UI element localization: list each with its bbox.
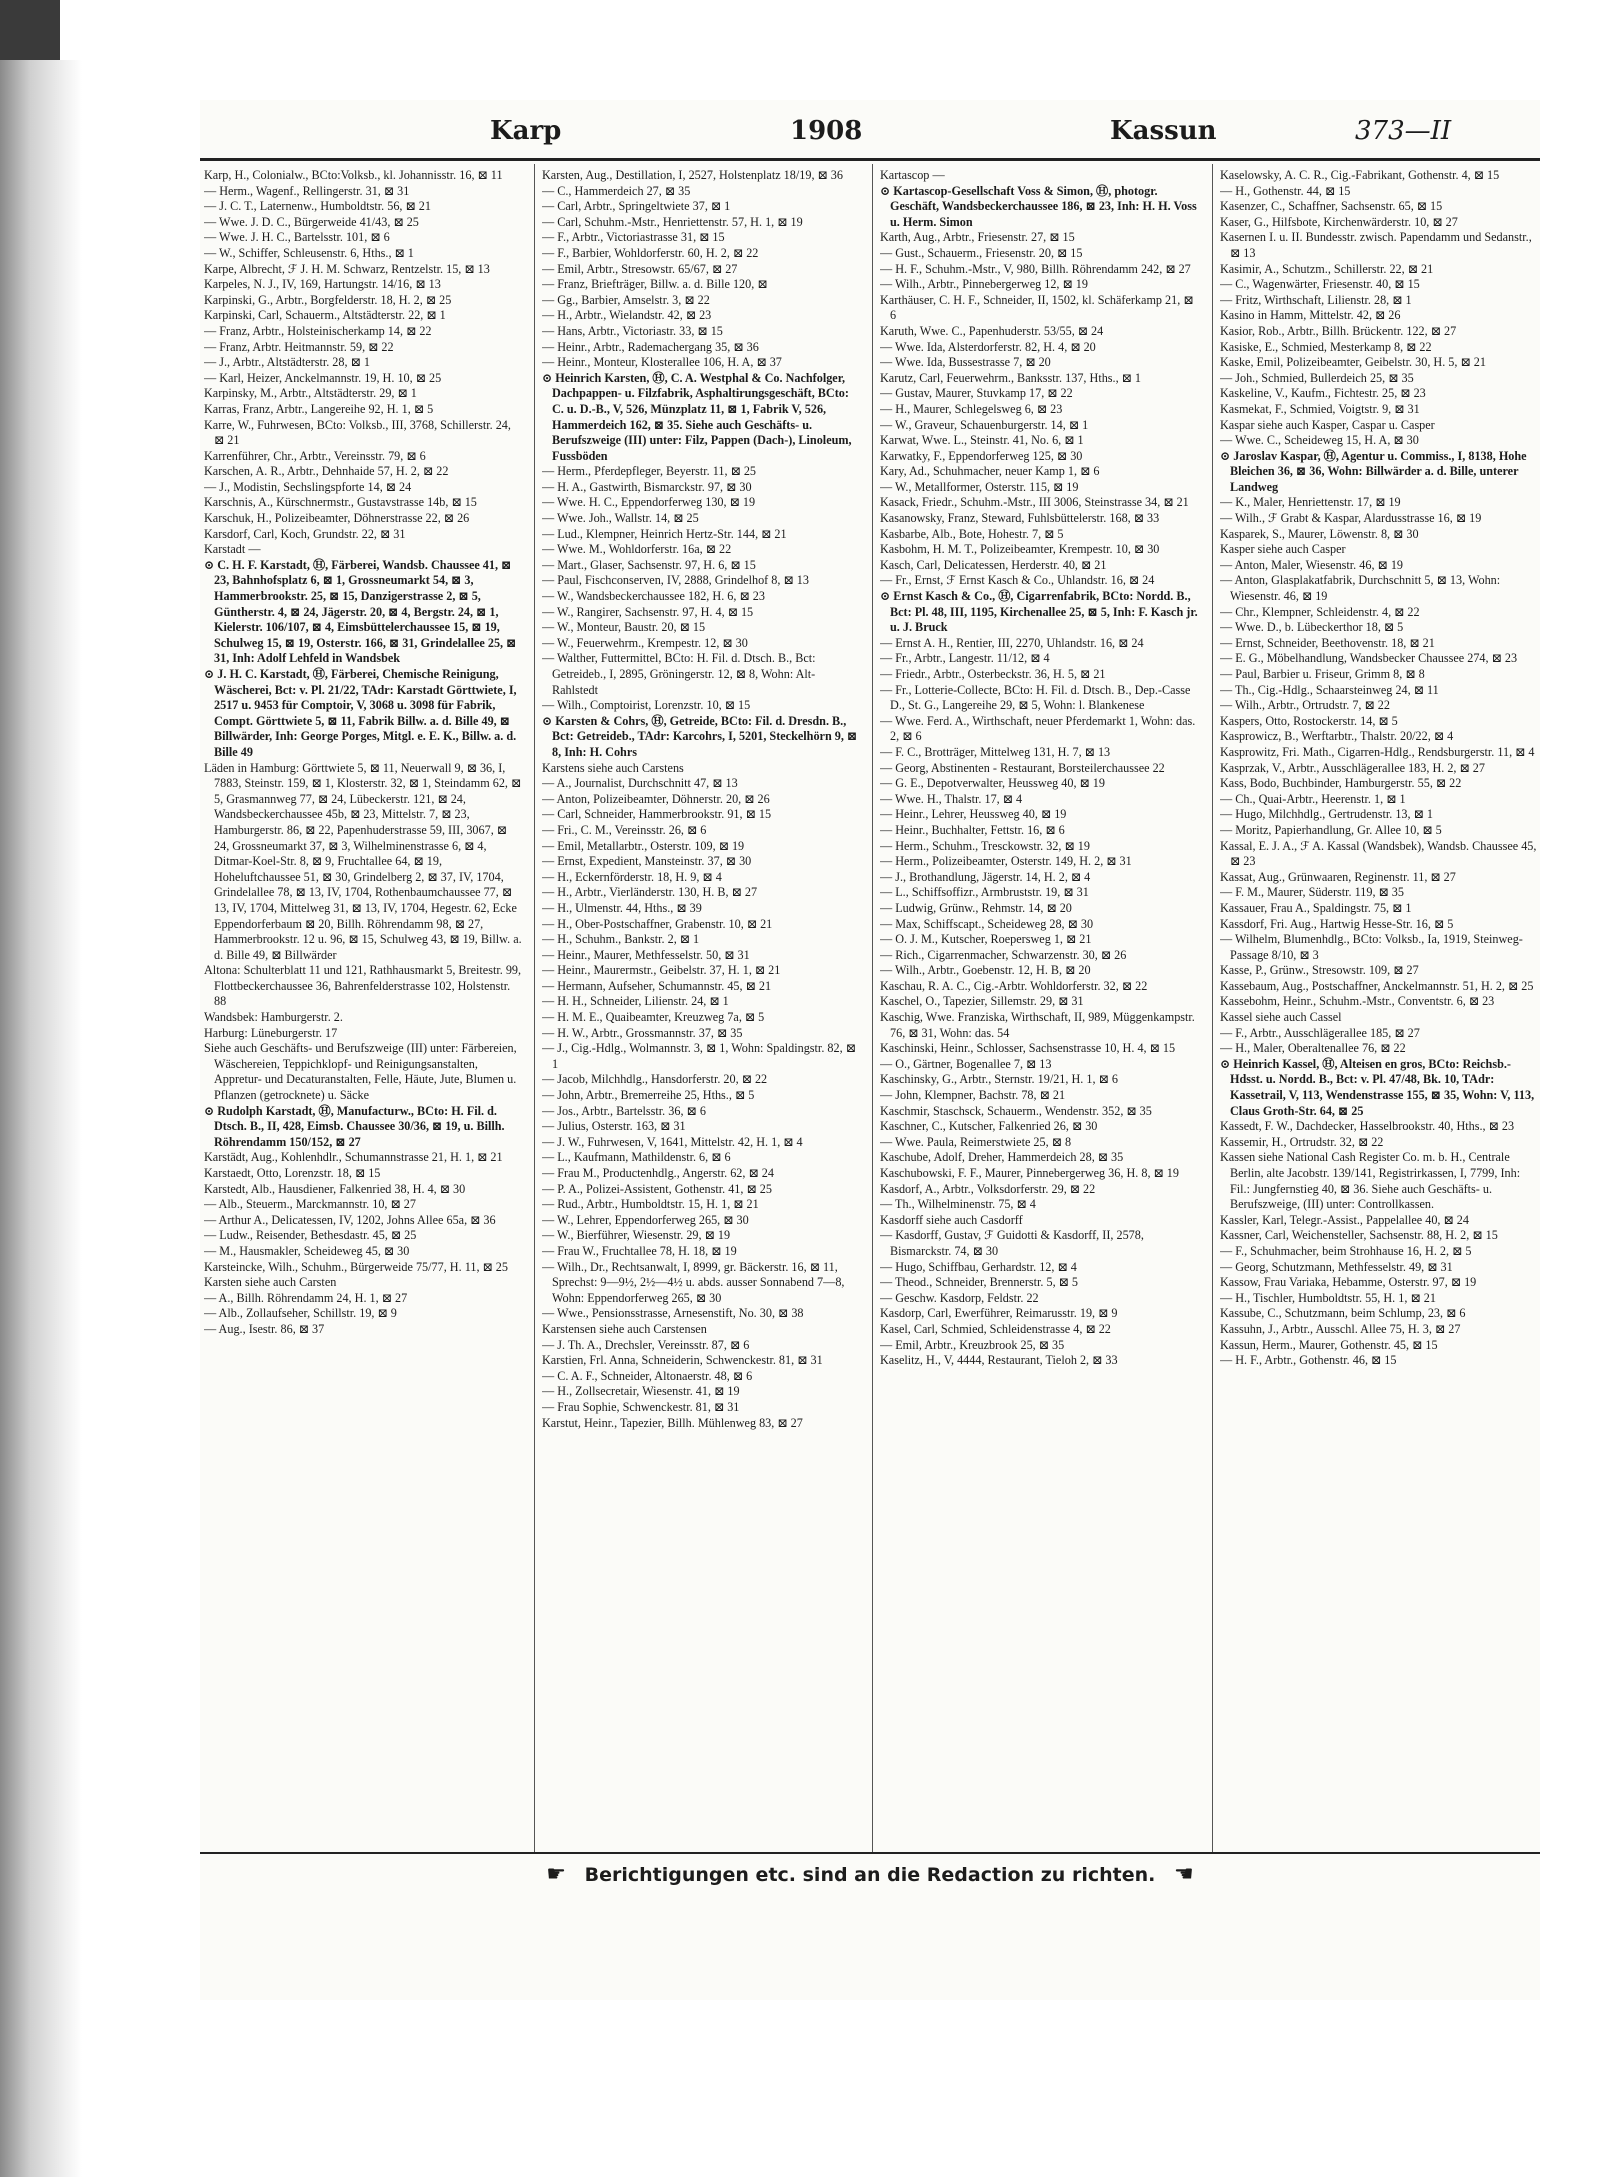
directory-entry: Kassube, C., Schutzmann, beim Schlump, 23, ⊠ 6: [1220, 1306, 1466, 1321]
directory-entry: Kasanowsky, Franz, Steward, Fuhlsbüttelerstr. 168, ⊠ 33: [880, 511, 1160, 526]
directory-entry: — Carl, Arbtr., Springeltwiete 37, ⊠ 1: [542, 199, 731, 214]
directory-entry: Karstien, Frl. Anna, Schneiderin, Schwenckestr. 81, ⊠ 31: [542, 1353, 823, 1368]
directory-entry: — Rud., Arbtr., Humboldtstr. 15, H. 1, ⊠ 21: [542, 1197, 759, 1212]
directory-entry: — Ludwig, Grünw., Rehmstr. 14, ⊠ 20: [880, 900, 1072, 915]
directory-entry: — Hermann, Aufseher, Schumannstr. 45, ⊠ 21: [542, 978, 772, 993]
directory-entry: Kassler, Karl, Telegr.-Assist., Pappelallee 40, ⊠ 24: [1220, 1212, 1469, 1227]
directory-entry: — Wwe. J. H. C., Bartelsstr. 101, ⊠ 6: [204, 230, 390, 245]
footer-rule: [200, 1852, 1540, 1854]
directory-entry: — C., Hammerdeich 27, ⊠ 35: [542, 183, 691, 198]
directory-entry: — Franz, Briefträger, Billw. a. d. Bille 120, ⊠: [542, 277, 768, 292]
directory-entry: — Georg, Abstinenten - Restaurant, Borsteilerchaussee 22: [880, 760, 1165, 775]
directory-entry: Kasenzer, C., Schaffner, Sachsenstr. 65, ⊠ 15: [1220, 199, 1443, 214]
directory-entry: — Wilh., Arbtr., Goebenstr. 12, H. B, ⊠ 20: [880, 963, 1091, 978]
directory-entry: Karpinsky, M., Arbtr., Altstädterstr. 29, ⊠ 1: [204, 386, 417, 401]
directory-entry: Kasch, Carl, Delicatessen, Herderstr. 40, ⊠ 21: [880, 557, 1107, 572]
directory-entry: Kaske, Emil, Polizeibeamter, Geibelstr. 30, H. 5, ⊠ 21: [1220, 355, 1486, 370]
directory-entry: — O. J. M., Kutscher, Roepersweg 1, ⊠ 21: [880, 932, 1092, 947]
directory-entry: Kassebohm, Heinr., Schuhm.-Mstr., Conventstr. 6, ⊠ 23: [1220, 994, 1495, 1009]
directory-entry: — Frau M., Productenhdlg., Angerstr. 62, ⊠ 24: [542, 1166, 774, 1180]
directory-entry: — Wwe. M., Wohldorferstr. 16a, ⊠ 22: [542, 542, 732, 557]
directory-entry: Kaspar siehe auch Kasper, Caspar u. Casper: [1220, 417, 1435, 432]
directory-entry: — Wwe. Paula, Reimerstwiete 25, ⊠ 8: [880, 1134, 1072, 1149]
directory-entry: Kasdorp, Carl, Ewerführer, Reimarusstr. 19, ⊠ 9: [880, 1306, 1118, 1321]
directory-entry: Kaschinsky, G., Arbtr., Sternstr. 19/21, H. 1, ⊠ 6: [880, 1072, 1118, 1087]
directory-entry: — Heinr., Buchhalter, Fettstr. 16, ⊠ 6: [880, 822, 1065, 837]
directory-entry: Kaschau, R. A. C., Cig.-Arbtr. Wohldorferstr. 32, ⊠ 22: [880, 978, 1148, 993]
directory-entry: Kasprzak, V., Arbtr., Ausschlägerallee 183, H. 2, ⊠ 27: [1220, 760, 1485, 775]
directory-entry: — H. M. E., Quaibeamter, Kreuzweg 7a, ⊠ 5: [542, 1010, 765, 1025]
directory-entry: Kassat, Aug., Grünwaaren, Reginenstr. 11, ⊠ 27: [1220, 869, 1456, 884]
directory-entry: — K., Maler, Henriettenstr. 17, ⊠ 19: [1220, 495, 1401, 510]
directory-entry: Karpeles, N. J., IV, 169, Hartungstr. 14/16, ⊠ 13: [204, 277, 441, 292]
directory-entry: — John, Arbtr., Bremerreihe 25, Hths., ⊠ 5: [542, 1088, 755, 1103]
directory-entry: Kassedt, F. W., Dachdecker, Hasselbrookstr. 40, Hths., ⊠ 23: [1220, 1119, 1515, 1134]
directory-entry: Kaschinski, Heinr., Schlosser, Sachsenstrasse 10, H. 4, ⊠ 15: [880, 1041, 1176, 1056]
directory-entry: Kasdorff siehe auch Casdorff: [880, 1212, 1023, 1227]
directory-entry: Kasbarbe, Alb., Bote, Hohestr. 7, ⊠ 5: [880, 526, 1064, 541]
column-1: [204, 168, 522, 1848]
directory-entry: — A., Journalist, Durchschnitt 47, ⊠ 13: [542, 776, 738, 791]
directory-entry: — Ernst, Expedient, Mansteinstr. 37, ⊠ 30: [542, 854, 752, 869]
firm-entry: ⊙ Kartascop-Gesellschaft Voss & Simon, Ⓗ, photogr. Geschäft, Wandsbeckerchaussee 186, ⊠ 23, Inh: H. H. Voss u. Herm. Simon: [880, 183, 1197, 229]
directory-entry: — H., Zollsecretair, Wiesenstr. 41, ⊠ 19: [542, 1384, 740, 1399]
directory-entry: — F. M., Maurer, Süderstr. 119, ⊠ 35: [1220, 885, 1404, 900]
directory-entry: Kasprowitz, Fri. Math., Cigarren-Hdlg., Rendsburgerstr. 11, ⊠ 4: [1220, 744, 1535, 759]
directory-entry: Karsten, Aug., Destillation, I, 2527, Holstenplatz 18/19, ⊠ 36: [542, 168, 843, 182]
column-3: [880, 168, 1198, 1848]
directory-entry: — H., Arbtr., Wielandstr. 42, ⊠ 23: [542, 308, 712, 323]
directory-entry: Kasper siehe auch Casper: [1220, 542, 1346, 557]
directory-entry: — Gustav, Maurer, Stuvkamp 17, ⊠ 22: [880, 386, 1073, 401]
directory-entry: Karsten siehe auch Carsten: [204, 1275, 337, 1290]
directory-entry: — Herm., Schuhm., Tresckowstr. 32, ⊠ 19: [880, 838, 1090, 853]
directory-entry: Kaskeline, V., Kaufm., Fichtestr. 25, ⊠ 23: [1220, 386, 1426, 401]
directory-entry: — J. Th. A., Drechsler, Vereinsstr. 87, ⊠ 6: [542, 1337, 750, 1352]
directory-entry: — Alb., Steuerm., Marckmannstr. 10, ⊠ 27: [204, 1197, 416, 1212]
directory-page: [200, 100, 1540, 2000]
directory-entry: — Karl, Heizer, Anckelmannstr. 19, H. 10, ⊠ 25: [204, 370, 442, 385]
directory-entry: Karpe, Albrecht, ℱ J. H. M. Schwarz, Rentzelstr. 15, ⊠ 13: [204, 261, 490, 276]
directory-entry: Kassemir, H., Ortrudstr. 32, ⊠ 22: [1220, 1134, 1384, 1149]
directory-entry: — Aug., Isestr. 86, ⊠ 37: [204, 1321, 325, 1336]
directory-entry: Kaser, G., Hilfsbote, Kirchenwärderstr. 10, ⊠ 27: [1220, 214, 1458, 229]
directory-entry: — Jos., Arbtr., Bartelsstr. 36, ⊠ 6: [542, 1103, 706, 1118]
directory-entry: — J., Brothandlung, Jägerstr. 14, H. 2, ⊠ 4: [880, 869, 1091, 884]
directory-entry: — Th., Wilhelminenstr. 75, ⊠ 4: [880, 1197, 1036, 1212]
firm-entry: ⊙ Heinrich Karsten, Ⓗ, C. A. Westphal & Co. Nachfolger, Dachpappen- u. Filzfabrik, Asphaltirungsgeschäft, BCto: C. u. D.-B., V, 526, Münzplatz 11, ⊠ 1, Fabrik V, 526, Hammerdeich 162, ⊠ 35. Siehe auch Geschäfts- u. Berufszweige (III) unter: Filz, Pappen (Dach-), Linoleum, Fussböden: [542, 370, 852, 463]
directory-entry: — C., Wagenwärter, Friesenstr. 40, ⊠ 15: [1220, 277, 1420, 292]
directory-entry: — Wwe. H., Thalstr. 17, ⊠ 4: [880, 791, 1023, 806]
directory-entry: Kassal, E. J. A., ℱ A. Kassal (Wandsbek), Wandsb. Chaussee 45, ⊠ 23: [1220, 838, 1537, 869]
directory-entry: Siehe auch Geschäfts- und Berufszweige (III) unter: Färbereien, Wäschereien, Teppichklopf- und Reinigungsanstalten, Appretur- und Decaturanstalten, Felle, Häute, Jute, Blumen u. Pflanzen (getrocknete) u. Säcke: [204, 1041, 517, 1103]
directory-entry: — H., Tischler, Humboldtstr. 55, H. 1, ⊠ 21: [1220, 1290, 1436, 1305]
directory-entry: Kasmekat, F., Schmied, Voigtstr. 9, ⊠ 31: [1220, 401, 1420, 416]
directory-entry: — Fri., C. M., Vereinsstr. 26, ⊠ 6: [542, 822, 707, 837]
directory-entry: — Herm., Wagenf., Rellingerstr. 31, ⊠ 31: [204, 183, 410, 198]
header-rule: [200, 158, 1540, 161]
directory-entry: — W., Graveur, Schauenburgerstr. 14, ⊠ 1: [880, 417, 1089, 432]
directory-entry: — H. A., Gastwirth, Bismarckstr. 97, ⊠ 30: [542, 479, 752, 494]
directory-entry: Kaschig, Wwe. Franziska, Wirthschaft, II, 989, Müggenkampstr. 76, ⊠ 31, Wohn: das. 54: [880, 1010, 1195, 1040]
firm-entry: ⊙ C. H. F. Karstadt, Ⓗ, Färberei, Wandsb. Chaussee 41, ⊠ 23, Bahnhofsplatz 6, ⊠ 1, Grossneumarkt 54, ⊠ 3, Hammerbrookstr. 25, ⊠ 15, Danzigerstrasse 2, ⊠ 5, Güntherstr. 4, ⊠ 24, Jägerstr. 20, ⊠ 4, Bergstr. 24, ⊠ 1, Kielerstr. 106/107, ⊠ 4, Eimsbüttelerchaussee 15, ⊠ 19, Schulweg 15, ⊠ 19, Osterstr. 166, ⊠ 31, Grindelallee 25, ⊠ 31, Inh: Adolf Lehfeld in Wandsbek: [204, 557, 517, 666]
directory-entry: — Herm., Polizeibeamter, Osterstr. 149, H. 2, ⊠ 31: [880, 854, 1132, 869]
directory-entry: — Wilh., ℱ Grabt & Kaspar, Alardusstrasse 16, ⊠ 19: [1220, 511, 1482, 526]
directory-entry: Karwatky, F., Eppendorferweg 125, ⊠ 30: [880, 448, 1083, 463]
directory-entry: — Hugo, Schiffbau, Gerhardstr. 12, ⊠ 4: [880, 1259, 1077, 1274]
directory-entry: — Wwe. J. D. C., Bürgerweide 41/43, ⊠ 25: [204, 214, 419, 229]
directory-entry: — Joh., Schmied, Bullerdeich 25, ⊠ 35: [1220, 370, 1414, 385]
directory-entry: — Franz, Arbtr., Holsteinischerkamp 14, ⊠ 22: [204, 323, 432, 338]
directory-entry: — W., Lehrer, Eppendorferweg 265, ⊠ 30: [542, 1212, 749, 1227]
directory-entry: — Mart., Glaser, Sachsenstr. 97, H. 6, ⊠ 15: [542, 557, 756, 572]
firm-entry: ⊙ Rudolph Karstadt, Ⓗ, Manufacturw., BCto: H. Fil. d. Dtsch. B., II, 428, Eimsb. Chaussee 30/36, ⊠ 19, u. Billh. Röhrendamm 150/152, ⊠ 27: [204, 1103, 505, 1149]
header-page-number: 373—II: [1355, 116, 1452, 146]
directory-entry: — John, Klempner, Bachstr. 78, ⊠ 21: [880, 1088, 1066, 1103]
directory-entry: — Kasdorff, Gustav, ℱ Guidotti & Kasdorff, II, 2578, Bismarckstr. 74, ⊠ 30: [880, 1228, 1144, 1258]
directory-entry: — F. C., Brotträger, Mittelweg 131, H. 7, ⊠ 13: [880, 744, 1111, 759]
pointing-hand-right-icon: ☛: [546, 1862, 567, 1887]
directory-entry: Karstens siehe auch Carstens: [542, 760, 684, 775]
directory-entry: — J., Arbtr., Altstädterstr. 28, ⊠ 1: [204, 355, 370, 370]
directory-entry: — Frau W., Fruchtallee 78, H. 18, ⊠ 19: [542, 1243, 737, 1258]
running-header: [200, 110, 1540, 158]
firm-entry: ⊙ J. H. C. Karstadt, Ⓗ, Färberei, Chemische Reinigung, Wäscherei, Bct: v. Pl. 21/22, TAdr: Karstadt Görttwiete, I, 2517 u. 9453 für Comptoir, V, 3068 u. 3098 für Fabrik, Compt. Görttwiete 5, ⊠ 11, Fabrik Billw. a. d. Bille 49, ⊠ Billwärder, Inh: George Porges, Mitgl. e. E. K., Billw. a. d. Bille 49: [204, 667, 517, 759]
directory-entry: — P. A., Polizei-Assistent, Gothenstr. 41, ⊠ 25: [542, 1181, 772, 1196]
directory-entry: Kasino in Hamm, Mittelstr. 42, ⊠ 26: [1220, 308, 1401, 323]
directory-entry: — Hans, Arbtr., Victoriastr. 33, ⊠ 15: [542, 323, 723, 338]
column-divider: [872, 164, 873, 1852]
directory-entry: — E. G., Möbelhandlung, Wandsbecker Chaussee 274, ⊠ 23: [1220, 651, 1518, 666]
directory-entry: — Heinr., Maurer, Methfesselstr. 50, ⊠ 31: [542, 947, 750, 962]
directory-entry: — Ch., Quai-Arbtr., Heerenstr. 1, ⊠ 1: [1220, 791, 1406, 806]
directory-entry: Kassun, Herm., Maurer, Gothenstr. 45, ⊠ 15: [1220, 1337, 1438, 1352]
directory-entry: Karschuk, H., Polizeibeamter, Döhnerstrasse 22, ⊠ 26: [204, 511, 470, 526]
directory-entry: — L., Schiffsoffizr., Armbruststr. 19, ⊠ 31: [880, 885, 1089, 900]
directory-entry: — H. F., Schuhm.-Mstr., V, 980, Billh. Röhrendamm 242, ⊠ 27: [880, 261, 1191, 276]
directory-entry: — W., Feuerwehrm., Krempestr. 12, ⊠ 30: [542, 635, 748, 650]
directory-entry: — Emil, Arbtr., Kreuzbrook 25, ⊠ 35: [880, 1337, 1065, 1352]
footer-text: Berichtigungen etc. sind an die Redaction zu richten.: [584, 1864, 1156, 1886]
directory-entry: Wandsbek: Hamburgerstr. 2.: [204, 1010, 343, 1025]
directory-entry: — Moritz, Papierhandlung, Gr. Allee 10, ⊠ 5: [1220, 822, 1442, 837]
directory-entry: — G. E., Depotverwalter, Heussweg 40, ⊠ 19: [880, 776, 1105, 791]
directory-entry: — Wwe. C., Scheideweg 15, H. A, ⊠ 30: [1220, 433, 1419, 448]
directory-entry: Karpinski, Carl, Schauerm., Altstädterstr. 22, ⊠ 1: [204, 308, 446, 323]
directory-entry: — Chr., Klempner, Schleidenstr. 4, ⊠ 22: [1220, 604, 1420, 619]
directory-entry: — Wwe., Pensionsstrasse, Arnesenstift, No. 30, ⊠ 38: [542, 1306, 804, 1321]
directory-entry: Kasior, Rob., Arbtr., Billh. Brückentr. 122, ⊠ 27: [1220, 323, 1457, 338]
directory-entry: — Franz, Arbtr. Heitmannstr. 59, ⊠ 22: [204, 339, 394, 354]
directory-entry: — Gg., Barbier, Amselstr. 3, ⊠ 22: [542, 292, 710, 307]
directory-entry: Kassebaum, Aug., Postschaffner, Anckelmannstr. 51, H. 2, ⊠ 25: [1220, 978, 1534, 993]
directory-entry: — Ludw., Reisender, Bethesdastr. 45, ⊠ 25: [204, 1228, 417, 1243]
directory-entry: Kassuhn, J., Arbtr., Ausschl. Allee 75, H. 3, ⊠ 27: [1220, 1321, 1461, 1336]
header-year: 1908: [790, 116, 863, 146]
directory-entry: Kasbohm, H. M. T., Polizeibeamter, Krempestr. 10, ⊠ 30: [880, 542, 1160, 557]
directory-entry: — M., Hausmakler, Scheideweg 45, ⊠ 30: [204, 1243, 410, 1258]
column-divider: [1212, 164, 1213, 1852]
directory-entry: Karstadt —: [204, 542, 261, 557]
directory-entry: Karpinski, G., Arbtr., Borgfelderstr. 18, H. 2, ⊠ 25: [204, 292, 452, 307]
column-2: [542, 168, 860, 1848]
directory-entry: — H., Arbtr., Vierländerstr. 130, H. B, ⊠ 27: [542, 885, 758, 900]
directory-entry: — H. F., Arbtr., Gothenstr. 46, ⊠ 15: [1220, 1353, 1397, 1368]
directory-entry: — Hugo, Milchhdlg., Gertrudenstr. 13, ⊠ 1: [1220, 807, 1433, 822]
directory-entry: — F., Schuhmacher, beim Strohhause 16, H. 2, ⊠ 5: [1220, 1243, 1472, 1258]
directory-entry: — Wilhelm, Blumenhdlg., BCto: Volksb., Ia, 1919, Steinweg-Passage 8/10, ⊠ 3: [1220, 932, 1523, 962]
directory-entry: — W., Metallformer, Osterstr. 115, ⊠ 19: [880, 479, 1079, 494]
directory-entry: Kaschubowski, F. F., Maurer, Pinnebergerweg 36, H. 8, ⊠ 19: [880, 1166, 1179, 1180]
directory-entry: Kary, Ad., Schuhmacher, neuer Kamp 1, ⊠ 6: [880, 464, 1100, 479]
page-gutter-shadow: [0, 60, 82, 2177]
directory-entry: — F., Arbtr., Victoriastrasse 31, ⊠ 15: [542, 230, 725, 245]
directory-entry: — Frau Sophie, Schwenckestr. 81, ⊠ 31: [542, 1399, 740, 1414]
directory-entry: — A., Billh. Röhrendamm 24, H. 1, ⊠ 27: [204, 1290, 408, 1305]
directory-entry: — J. W., Fuhrwesen, V, 1641, Mittelstr. 42, H. 1, ⊠ 4: [542, 1134, 803, 1149]
directory-entry: — F., Arbtr., Ausschlägerallee 185, ⊠ 27: [1220, 1025, 1420, 1040]
directory-entry: — Ernst A. H., Rentier, III, 2270, Uhlandstr. 16, ⊠ 24: [880, 635, 1144, 650]
directory-entry: Kaschner, C., Kutscher, Falkenried 26, ⊠ 30: [880, 1119, 1098, 1134]
directory-entry: — Anton, Maler, Wiesenstr. 46, ⊠ 19: [1220, 557, 1404, 572]
firm-entry: ⊙ Karsten & Cohrs, Ⓗ, Getreide, BCto: Fil. d. Dresdn. B., Bct: Getreideb., TAdr: Karcohrs, I, 5201, Steckelhörn 9, ⊠ 8, Inh: H. Cohrs: [542, 713, 858, 759]
directory-entry: — Fr., Arbtr., Langestr. 11/12, ⊠ 4: [880, 651, 1050, 666]
directory-entry: — Wilh., Comptoirist, Lorenzstr. 10, ⊠ 15: [542, 698, 751, 713]
directory-entry: — Heinr., Monteur, Klosterallee 106, H. A, ⊠ 37: [542, 355, 782, 370]
directory-entry: — C. A. F., Schneider, Altonaerstr. 48, ⊠ 6: [542, 1368, 753, 1383]
directory-entry: — H., Gothenstr. 44, ⊠ 15: [1220, 183, 1351, 198]
firm-entry: ⊙ Heinrich Kassel, Ⓗ, Alteisen en gros, BCto: Reichsb.-Hdsst. u. Nordd. B., Bct: v. Pl. 47/48, Bk. 10, TAdr: Kassetrail, V, 113, Wendenstrasse 155, ⊠ 35, Wohn: V, 113, Claus Groth-Str. 64, ⊠ 25: [1220, 1056, 1535, 1118]
column-divider: [534, 164, 535, 1852]
directory-entry: — J. C. T., Laternenw., Humboldtstr. 56, ⊠ 21: [204, 199, 431, 214]
directory-entry: — H., Maurer, Schlegelsweg 6, ⊠ 23: [880, 401, 1063, 416]
directory-entry: Karstut, Heinr., Tapezier, Billh. Mühlenweg 83, ⊠ 27: [542, 1415, 803, 1430]
directory-entry: Kasprowicz, B., Werftarbtr., Thalstr. 20/22, ⊠ 4: [1220, 729, 1454, 744]
directory-entry: — Gust., Schauerm., Friesenstr. 20, ⊠ 15: [880, 245, 1083, 260]
directory-entry: Kartascop —: [880, 168, 945, 182]
directory-entry: Kasernen I. u. II. Bundesstr. zwisch. Papendamm und Sedanstr., ⊠ 13: [1220, 230, 1532, 260]
header-last-name: Kassun: [1110, 116, 1217, 146]
directory-entry: — Heinr., Maurermstr., Geibelstr. 37, H. 1, ⊠ 21: [542, 963, 781, 978]
firm-entry: ⊙ Ernst Kasch & Co., Ⓗ, Cigarrenfabrik, BCto: Nordd. B., Bct: Pl. 48, III, 1195, Kirchenallee 25, ⊠ 5, Inh: F. Kasch jr. u. J. Bruck: [880, 589, 1198, 635]
directory-entry: — Emil, Arbtr., Stresowstr. 65/67, ⊠ 27: [542, 261, 738, 276]
directory-entry: — Friedr., Arbtr., Osterbeckstr. 36, H. 5, ⊠ 21: [880, 667, 1106, 681]
directory-entry: Karwat, Wwe. L., Steinstr. 41, No. 6, ⊠ 1: [880, 433, 1084, 448]
directory-entry: Karras, Franz, Arbtr., Langereihe 92, H. 1, ⊠ 5: [204, 401, 434, 416]
directory-entry: Karth, Aug., Arbtr., Friesenstr. 27, ⊠ 15: [880, 230, 1075, 245]
directory-entry: Karstädt, Aug., Kohlenhdlr., Schumannstrasse 21, H. 1, ⊠ 21: [204, 1150, 503, 1165]
directory-entry: — W., Rangirer, Sachsenstr. 97, H. 4, ⊠ 15: [542, 604, 754, 619]
directory-entry: Karstaedt, Otto, Lorenzstr. 18, ⊠ 15: [204, 1166, 381, 1180]
directory-entry: Karthäuser, C. H. F., Schneider, II, 1502, kl. Schäferkamp 21, ⊠ 6: [880, 292, 1194, 323]
directory-entry: — Heinr., Lehrer, Heussweg 40, ⊠ 19: [880, 807, 1067, 822]
directory-entry: — Arthur A., Delicatessen, IV, 1202, Johns Allee 65a, ⊠ 36: [204, 1212, 496, 1227]
directory-entry: — W., Bierführer, Wiesenstr. 29, ⊠ 19: [542, 1228, 731, 1243]
directory-entry: Kaschel, O., Tapezier, Sillemstr. 29, ⊠ 31: [880, 994, 1084, 1009]
directory-entry: — H., Maler, Oberaltenallee 76, ⊠ 22: [1220, 1041, 1406, 1056]
directory-entry: — Julius, Osterstr. 163, ⊠ 31: [542, 1119, 686, 1134]
directory-entry: — Lud., Klempner, Heinrich Hertz-Str. 144, ⊠ 21: [542, 526, 787, 541]
directory-entry: — W., Monteur, Baustr. 20, ⊠ 15: [542, 620, 706, 635]
directory-entry: — F., Barbier, Wohldorferstr. 60, H. 2, ⊠ 22: [542, 245, 759, 260]
directory-entry: — W., Wandsbeckerchaussee 182, H. 6, ⊠ 23: [542, 589, 765, 604]
directory-entry: — H., Eckernförderstr. 18, H. 9, ⊠ 4: [542, 869, 722, 884]
directory-entry: — Wwe. Ferd. A., Wirthschaft, neuer Pferdemarkt 1, Wohn: das. 2, ⊠ 6: [880, 713, 1196, 744]
directory-entry: — H., Schuhm., Bankstr. 2, ⊠ 1: [542, 932, 700, 947]
directory-entry: Karrenführer, Chr., Arbtr., Vereinsstr. 79, ⊠ 6: [204, 448, 426, 463]
directory-entry: — Theod., Schneider, Brennerstr. 5, ⊠ 5: [880, 1275, 1079, 1290]
directory-entry: Kassauer, Frau A., Spaldingstr. 75, ⊠ 1: [1220, 900, 1412, 915]
directory-entry: Karsteincke, Wilh., Schuhm., Bürgerweide 75/77, H. 11, ⊠ 25: [204, 1259, 508, 1274]
directory-entry: — Wwe. Ida, Alsterdorferstr. 82, H. 4, ⊠ 20: [880, 339, 1096, 354]
directory-entry: — H., Ulmenstr. 44, Hths., ⊠ 39: [542, 900, 702, 915]
directory-entry: Läden in Hamburg: Görttwiete 5, ⊠ 11, Neuerwall 9, ⊠ 36, I, 7883, Steinstr. 159, ⊠ 1, Klosterstr. 32, ⊠ 1, Steindamm 62, ⊠ 5, Grasmannweg 77, ⊠ 24, Lübeckerstr. 121, ⊠ 24, Wandsbeckerchaussee 45b, ⊠ 23, Mittelstr. 7, ⊠ 23, Hamburgerstr. 86, ⊠ 22, Papenhuderstrasse 59, III, 3067, ⊠ 24, Grossneumarkt 37, ⊠ 3, Wilhelminenstrasse 6, ⊠ 4, Ditmar-Koel-Str. 8, ⊠ 9, Fruchtallee 64, ⊠ 19, Hoheluftchaussee 51, ⊠ 30, Grindelberg 2, ⊠ 37, IV, 1704, Grindelallee 78, ⊠ 13, IV, 1704, Rothenbaumchaussee 77, ⊠ 13, IV, 1704, Mittelweg 31, ⊠ 13, IV, 1704, Hegestr. 62, Ecke Eppendorferbaum ⊠ 20, Billh. Röhrendamm 98, ⊠ 27, Hammerbrookstr. 12 u. 96, ⊠ 15, Schulweg 43, ⊠ 19, Billw. a. d. Bille 49, ⊠ Billwärder: [204, 760, 522, 962]
column-4: [1220, 168, 1538, 1848]
directory-entry: Karschen, A. R., Arbtr., Dehnhaide 57, H. 2, ⊠ 22: [204, 464, 449, 479]
directory-entry: Karstensen siehe auch Carstensen: [542, 1321, 707, 1336]
directory-entry: — Wilh., Arbtr., Ortrudstr. 7, ⊠ 22: [1220, 698, 1390, 713]
directory-entry: — Walther, Futtermittel, BCto: H. Fil. d. Dtsch. B., Bct: Getreideb., I, 2895, Gröningerstr. 12, ⊠ 8, Wohn: Alt-Rahlstedt: [542, 651, 816, 697]
directory-entry: — Wwe. Ida, Bussestrasse 7, ⊠ 20: [880, 355, 1051, 370]
header-first-name: Karp: [490, 116, 562, 146]
directory-entry: — J., Cig.-Hdlg., Wolmannstr. 3, ⊠ 1, Wohn: Spaldingstr. 82, ⊠ 1: [542, 1041, 856, 1071]
directory-entry: — Wwe. D., b. Lübeckerthor 18, ⊠ 5: [1220, 620, 1404, 635]
directory-entry: Kaselowsky, A. C. R., Cig.-Fabrikant, Gothenstr. 4, ⊠ 15: [1220, 168, 1500, 182]
directory-entry: — Anton, Glasplakatfabrik, Durchschnitt 5, ⊠ 13, Wohn: Wiesenstr. 46, ⊠ 19: [1220, 573, 1501, 604]
directory-entry: — Georg, Schutzmann, Methfesselstr. 49, ⊠ 31: [1220, 1259, 1453, 1274]
directory-entry: — Jacob, Milchhdlg., Hansdorferstr. 20, ⊠ 22: [542, 1072, 768, 1087]
firm-entry: ⊙ Jaroslav Kaspar, Ⓗ, Agentur u. Commiss., I, 8138, Hohe Bleichen 36, ⊠ 36, Wohn: Billwärder a. d. Bille, unterer Landweg: [1220, 448, 1527, 494]
directory-entry: — J., Modistin, Sechslingspforte 14, ⊠ 24: [204, 479, 412, 494]
directory-entry: Kasdorf, A., Arbtr., Volksdorferstr. 29, ⊠ 22: [880, 1181, 1096, 1196]
directory-entry: — Paul, Fischconserven, IV, 2888, Grindelhof 8, ⊠ 13: [542, 573, 809, 588]
directory-entry: — Paul, Barbier u. Friseur, Grimm 8, ⊠ 8: [1220, 667, 1425, 681]
directory-entry: — L., Kaufmann, Mathildenstr. 6, ⊠ 6: [542, 1150, 731, 1165]
directory-entry: — Carl, Schuhm.-Mstr., Henriettenstr. 57, H. 1, ⊠ 19: [542, 214, 803, 229]
directory-entry: Kassner, Carl, Weichensteller, Sachsenstr. 88, H. 2, ⊠ 15: [1220, 1228, 1498, 1243]
directory-entry: Kasse, P., Grünw., Stresowstr. 109, ⊠ 27: [1220, 963, 1419, 978]
directory-entry: — Wilh., Dr., Rechtsanwalt, I, 8999, gr. Bäckerstr. 16, ⊠ 11, Sprechst: 9—9½, 2½—4½ u. abds. ausser Sonnabend 7—8, Wohn: Eppendorferweg 265, ⊠ 30: [542, 1259, 845, 1305]
directory-entry: Kaschube, Adolf, Dreher, Hammerdeich 28, ⊠ 35: [880, 1150, 1124, 1165]
directory-entry: — Th., Cig.-Hdlg., Schaarsteinweg 24, ⊠ 11: [1220, 682, 1439, 697]
directory-entry: — Herm., Pferdepfleger, Beyerstr. 11, ⊠ 25: [542, 464, 757, 479]
directory-entry: — H. W., Arbtr., Grossmannstr. 37, ⊠ 35: [542, 1025, 743, 1040]
directory-entry: — Emil, Metallarbtr., Osterstr. 109, ⊠ 19: [542, 838, 745, 853]
directory-entry: — Wwe. H. C., Eppendorferweg 130, ⊠ 19: [542, 495, 756, 510]
directory-entry: Harburg: Lüneburgerstr. 17: [204, 1025, 338, 1040]
directory-entry: — Wwe. Joh., Wallstr. 14, ⊠ 25: [542, 511, 699, 526]
directory-entry: — Max, Schiffscapt., Scheideweg 28, ⊠ 30: [880, 916, 1094, 931]
directory-entry: Kaschmir, Staschsck, Schauerm., Wendenstr. 352, ⊠ 35: [880, 1103, 1152, 1118]
directory-entry: Karuth, Wwe. C., Papenhuderstr. 53/55, ⊠ 24: [880, 323, 1104, 338]
directory-entry: — Carl, Schneider, Hammerbrookstr. 91, ⊠ 15: [542, 807, 772, 822]
directory-entry: Kasack, Friedr., Schuhm.-Mstr., III 3006, Steinstrasse 34, ⊠ 21: [880, 495, 1189, 510]
directory-entry: Altona: Schulterblatt 11 und 121, Rathhausmarkt 5, Breitestr. 99, Flottbeckerchaussee 36, Bahrenfelderstrasse 102, Holstenstr. 88: [204, 963, 522, 1009]
directory-entry: Kasparek, S., Maurer, Löwenstr. 8, ⊠ 30: [1220, 526, 1419, 541]
directory-entry: Kasimir, A., Schutzm., Schillerstr. 22, ⊠ 21: [1220, 261, 1434, 276]
directory-entry: Karstedt, Alb., Hausdiener, Falkenried 38, H. 4, ⊠ 30: [204, 1181, 466, 1196]
directory-entry: Kassdorf, Fri. Aug., Hartwig Hesse-Str. 16, ⊠ 5: [1220, 916, 1454, 931]
directory-entry: — Alb., Zollaufseher, Schillstr. 19, ⊠ 9: [204, 1306, 397, 1321]
directory-entry: — H., Ober-Postschaffner, Grabenstr. 10, ⊠ 21: [542, 916, 773, 931]
directory-entry: — Fr., Ernst, ℱ Ernst Kasch & Co., Uhlandstr. 16, ⊠ 24: [880, 573, 1155, 588]
directory-entry: Kaspers, Otto, Rostockerstr. 14, ⊠ 5: [1220, 713, 1398, 728]
directory-entry: — Rich., Cigarrenmacher, Schwarzenstr. 30, ⊠ 26: [880, 947, 1127, 962]
directory-entry: — O., Gärtner, Bogenallee 7, ⊠ 13: [880, 1056, 1052, 1071]
directory-entry: Kassen siehe National Cash Register Co. m. b. H., Centrale Berlin, alte Jacobstr. 139/141, Registrirkassen, I, 7799, Inh: Fil.: Jungfernstieg 40, ⊠ 36. Siehe auch Geschäfts- u. Berufszweige, (III) unter: Controllkassen.: [1220, 1150, 1521, 1212]
directory-entry: Karschnis, A., Kürschnermstr., Gustavstrasse 14b, ⊠ 15: [204, 495, 477, 510]
directory-entry: — Fritz, Wirthschaft, Lilienstr. 28, ⊠ 1: [1220, 292, 1412, 307]
directory-entry: Kaselitz, H., V, 4444, Restaurant, Tieloh 2, ⊠ 33: [880, 1353, 1118, 1368]
directory-entry: Kasel, Carl, Schmied, Schleidenstrasse 4, ⊠ 22: [880, 1321, 1111, 1336]
directory-entry: — Anton, Polizeibeamter, Döhnerstr. 20, ⊠ 26: [542, 791, 770, 806]
directory-entry: — H. H., Schneider, Lilienstr. 24, ⊠ 1: [542, 994, 729, 1009]
directory-entry: Karp, H., Colonialw., BCto:Volksb., kl. Johannisstr. 16, ⊠ 11: [204, 168, 503, 182]
directory-entry: — Ernst, Schneider, Beethovenstr. 18, ⊠ 21: [1220, 635, 1435, 650]
directory-entry: — Geschw. Kasdorp, Feldstr. 22: [880, 1290, 1039, 1305]
directory-entry: Kass, Bodo, Buchbinder, Hamburgerstr. 55, ⊠ 22: [1220, 776, 1462, 791]
directory-entry: Kassow, Frau Variaka, Hebamme, Osterstr. 97, ⊠ 19: [1220, 1275, 1477, 1290]
directory-entry: Karre, W., Fuhrwesen, BCto: Volksb., III, 3768, Schillerstr. 24, ⊠ 21: [204, 417, 511, 448]
pointing-hand-left-icon: ☚: [1173, 1862, 1194, 1887]
directory-entry: Karsdorf, Carl, Koch, Grundstr. 22, ⊠ 31: [204, 526, 406, 541]
directory-entry: — Heinr., Arbtr., Rademachergang 35, ⊠ 36: [542, 339, 759, 354]
directory-entry: Kassel siehe auch Cassel: [1220, 1010, 1342, 1025]
directory-entry: Karutz, Carl, Feuerwehrm., Banksstr. 137, Hths., ⊠ 1: [880, 370, 1142, 385]
directory-entry: — Fr., Lotterie-Collecte, BCto: H. Fil. d. Dtsch. B., Dep.-Casse D., St. G., Langereihe 29, ⊠ 5, Wohn: l. Blankenese: [880, 682, 1191, 713]
directory-entry: Kasiske, E., Schmied, Mesterkamp 8, ⊠ 22: [1220, 339, 1432, 354]
directory-entry: — Wilh., Arbtr., Pinnebergerweg 12, ⊠ 19: [880, 277, 1088, 292]
footer-notice: [200, 1862, 1540, 1887]
directory-entry: — W., Schiffer, Schleusenstr. 6, Hths., ⊠ 1: [204, 245, 414, 260]
